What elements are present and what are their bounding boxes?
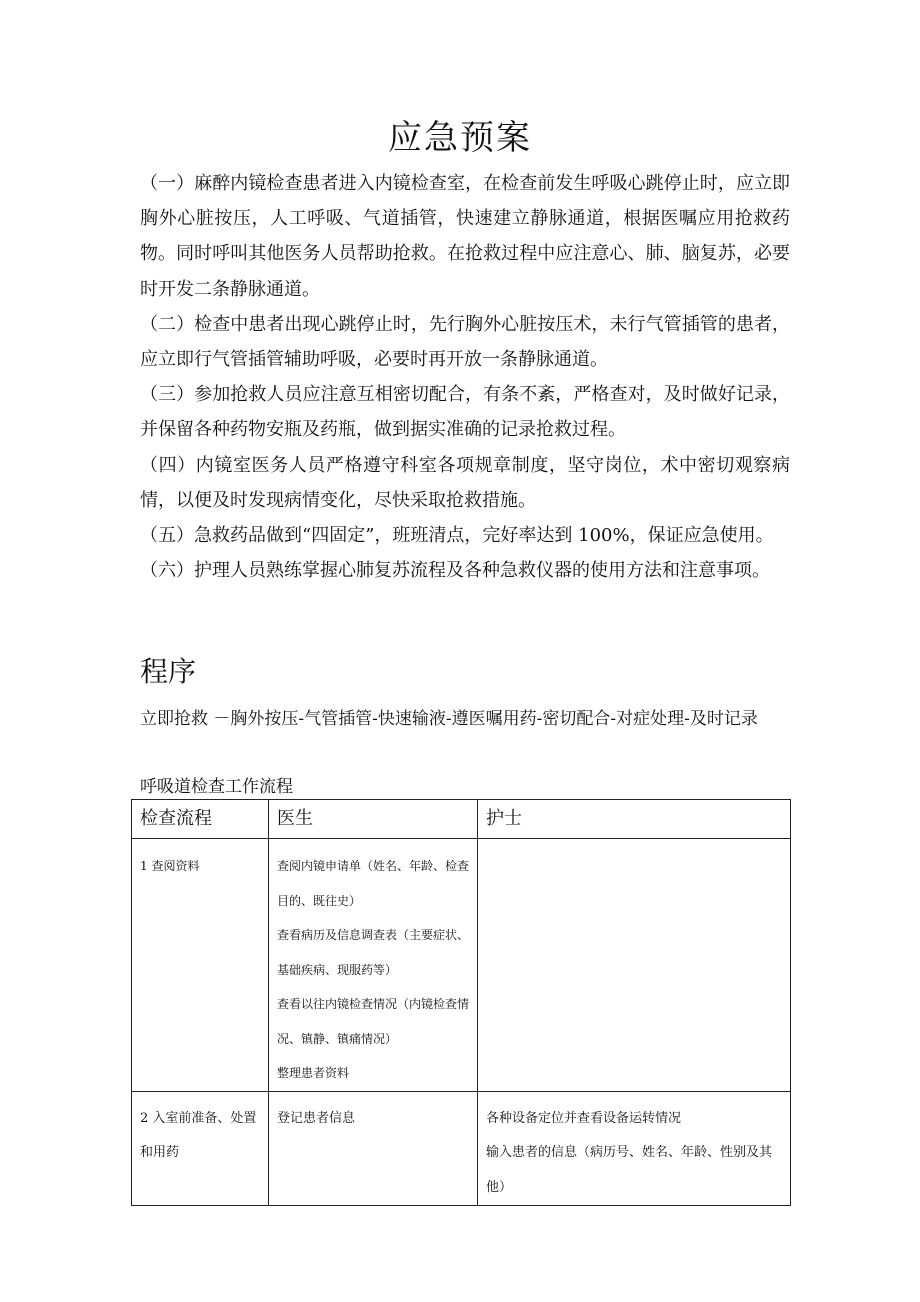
table-row — [132, 839, 791, 1092]
document-title: 应急预案 — [388, 118, 532, 158]
paragraph-3: （三）参加抢救人员应注意互相密切配合，有条不紊，严格查对，及时做好记录，并保留各种药物安瓶及药瓶，做到据实准确的记录抢救过程。 — [140, 384, 790, 441]
nurse-task: 输入患者的信息（病历号、姓名、年龄、性别及其他） — [486, 1145, 773, 1195]
header-doctor: 医生 — [269, 800, 478, 839]
header-nurse: 护士 — [478, 800, 791, 839]
paragraph-4: （四）内镜室医务人员严格遵守科室各项规章制度，坚守岗位，术中密切观察病情，以便及时发现病情变化，尽快采取抢救措施。 — [140, 454, 790, 511]
doctor-task: 查阅内镜申请单（姓名、年龄、检查目的、既往史） — [277, 859, 470, 908]
doctor-task: 整理患者资料 — [277, 1066, 350, 1080]
doctor-cell — [269, 1091, 478, 1206]
paragraph-2: （二）检查中患者出现心跳停止时，先行胸外心脏按压术，未行气管插管的患者，应立即行气管插管辅助呼吸，必要时再开放一条静脉通道。 — [140, 313, 790, 371]
step-label: 2 入室前准备、处置和用药 — [140, 1110, 257, 1160]
nurse-cell — [478, 1091, 791, 1206]
workflow-table — [131, 799, 791, 1206]
step-cell — [132, 839, 269, 1092]
nurse-cell — [478, 839, 791, 1092]
section-title: 程序 — [140, 655, 197, 688]
header-step: 检查流程 — [132, 800, 269, 839]
doctor-task: 登记患者信息 — [277, 1110, 356, 1126]
table-title: 呼吸道检查工作流程 — [140, 777, 293, 797]
step-label: 1 查阅资料 — [140, 859, 200, 873]
paragraph-1: （一）麻醉内镜检查患者进入内镜检查室，在检查前发生呼吸心跳停止时，应立即胸外心脏按压，人工呼吸、气道插管，快速建立静脉通道，根据医嘱应用抢救药物。同时呼叫其他医务人员帮助抢救。在抢救过程中应注意心、肺、脑复苏，必要时开发二条静脉通道。 — [140, 173, 790, 300]
plan-body — [140, 166, 790, 588]
table-row — [132, 1091, 791, 1206]
nurse-task: 各种设备定位并查看设备运转情况 — [486, 1110, 682, 1126]
doctor-task: 查看病历及信息调查表（主要症状、基础疾病、现服药等） — [277, 928, 470, 977]
doctor-task: 查看以往内镜检查情况（内镜检查情况、镇静、镇痛情况） — [277, 997, 470, 1046]
table-header-row — [132, 800, 791, 839]
step-cell — [132, 1091, 269, 1206]
procedure-flow: 立即抢救 －胸外按压-气管插管-快速输液-遵医嘱用药-密切配合-对症处理-及时记录 — [140, 709, 758, 729]
doctor-cell — [269, 839, 478, 1092]
paragraph-6: （六）护理人员熟练掌握心肺复苏流程及各种急救仪器的使用方法和注意事项。 — [140, 560, 770, 582]
paragraph-5: （五）急救药品做到“四固定”，班班清点，完好率达到 100%，保证应急使用。 — [140, 525, 774, 547]
